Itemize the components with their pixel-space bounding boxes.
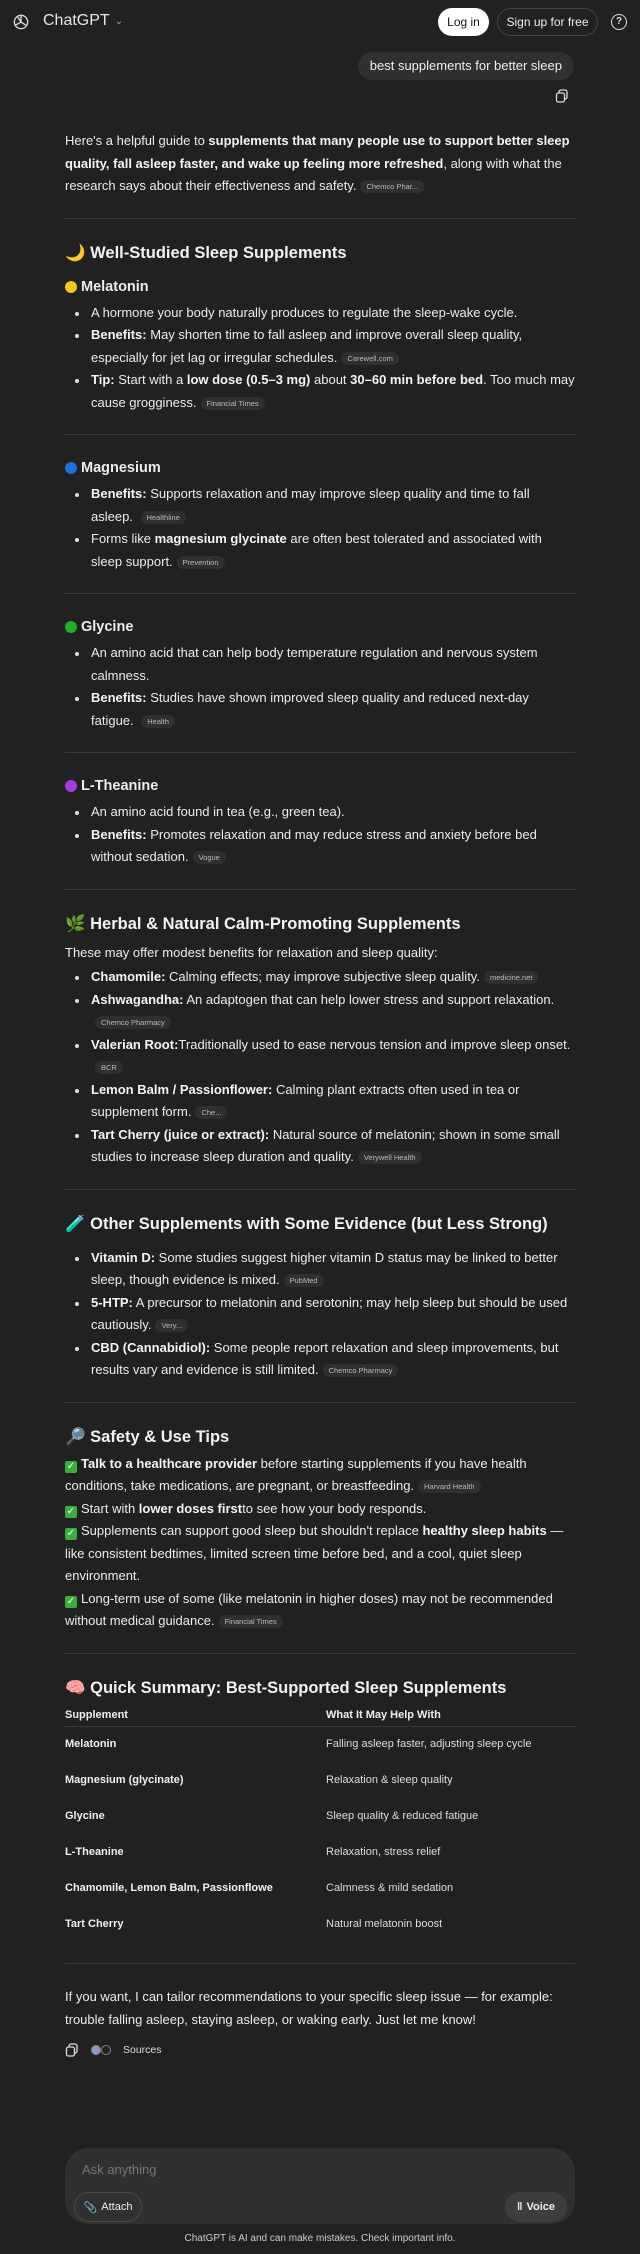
table-cell: Calmness & mild sedation (326, 1871, 575, 1907)
bullet-list (65, 483, 575, 573)
list-item (91, 824, 575, 869)
list-item (91, 1079, 575, 1124)
citation-chip[interactable]: Financial Times (201, 397, 265, 410)
list-item (91, 369, 575, 414)
list-item (91, 687, 575, 732)
divider (65, 752, 575, 753)
table-row (65, 1799, 575, 1835)
list-item (91, 1292, 575, 1337)
citation-chip[interactable]: Very... (155, 1319, 188, 1332)
list-item (91, 1124, 575, 1169)
text: These may offer modest benefits for relaxation and sleep quality: (65, 944, 438, 960)
copy-icon[interactable] (555, 89, 569, 103)
bold-text: magnesium glycinate (154, 531, 287, 546)
table-row (65, 1727, 575, 1763)
list-item (91, 302, 575, 325)
text: — like consistent bedtimes, limited screen time before bed, and a cool, quiet sleep environment. (65, 1523, 564, 1583)
bullet-list (65, 642, 575, 732)
citation-chip[interactable]: Che... (195, 1106, 227, 1119)
colored-circle-icon (65, 281, 77, 293)
section-emoji-icon: 🔎 (65, 1427, 86, 1446)
bold-text: Benefits: (91, 327, 147, 342)
divider (65, 434, 575, 435)
text: Start with (81, 1500, 139, 1516)
bold-text: Benefits: (91, 826, 147, 842)
bold-text: Tart Cherry (juice or extract): (91, 1126, 270, 1142)
checklist (65, 1453, 575, 1633)
waveform-icon: ‖ (516, 2201, 523, 2213)
bold-text: healthy sleep habits (422, 1523, 547, 1538)
section-emoji-icon: 🧪 (65, 1214, 86, 1233)
citation-chip[interactable]: BCR (95, 1061, 123, 1074)
checkmark-icon: ✓ (66, 1528, 76, 1539)
column-header: Supplement (65, 1704, 326, 1727)
checkmark-icon: ✓ (66, 1460, 76, 1472)
text: Natural source of melatonin; shown in some small studies to increase sleep duration and quality. (91, 1126, 560, 1164)
bullet-list (65, 966, 575, 1169)
table-cell: Relaxation & sleep quality (326, 1763, 575, 1799)
table-cell: Chamomile, Lemon Balm, Passionflowe (65, 1871, 326, 1907)
divider (65, 889, 575, 890)
checkmark-icon: ✓ (66, 1505, 76, 1517)
paragraph (65, 130, 575, 198)
top-bar (0, 0, 640, 45)
list-item (91, 483, 575, 528)
citation-chip[interactable]: Prevention (177, 556, 225, 569)
bullet-list (65, 302, 575, 415)
paragraph (65, 942, 575, 965)
section-heading (65, 912, 575, 936)
list-item (91, 528, 575, 573)
checkmark-icon: ✓ (66, 1595, 76, 1607)
text: Some studies suggest higher vitamin D status may be linked to better sleep, though evidence is mixed. (91, 1249, 558, 1287)
disclaimer: ChatGPT is AI and can make mistakes. Check important info. (184, 2233, 456, 2244)
text: May shorten time to fall asleep and improve overall sleep quality, especially for jet lag or irregular schedules. (91, 327, 523, 365)
text: Some people report relaxation and sleep improvements, but results vary and evidence is still limited. (91, 1339, 559, 1377)
text: If you want, I can tailor recommendations to your specific sleep issue — for example: trouble falling asleep, staying asleep, or waking early. Just let me know! (65, 1989, 553, 2027)
section-heading (65, 1212, 575, 1236)
bold-text: Chamomile: (91, 969, 166, 984)
table-row (65, 1907, 575, 1943)
bold-text: lower doses first (138, 1500, 243, 1516)
user-message: best supplements for better sleep (358, 52, 574, 80)
divider (65, 218, 575, 219)
bold-text: Vitamin D: (91, 1249, 156, 1265)
checklist-item (65, 1453, 575, 1498)
list-item (91, 989, 575, 1034)
list-item (91, 1034, 575, 1079)
divider (65, 593, 575, 594)
attach-button[interactable] (74, 2192, 142, 2222)
divider (65, 1189, 575, 1190)
bold-text: 30–60 min before bed (350, 372, 484, 387)
checklist-item (65, 1520, 575, 1588)
text: An amino acid found in tea (e.g., green tea). (91, 804, 345, 819)
citation-chip[interactable]: Vogue (193, 851, 226, 864)
table-cell: Sleep quality & reduced fatigue (326, 1799, 575, 1835)
text: about (310, 372, 351, 387)
source-favicons-icon (91, 2045, 111, 2055)
help-icon[interactable]: ? (611, 14, 627, 30)
section-heading (65, 241, 575, 265)
divider (65, 1402, 575, 1403)
paragraph (65, 1986, 575, 2031)
assistant-response (65, 130, 575, 2061)
table-cell: Magnesium (glycinate) (65, 1763, 326, 1799)
heading-text: Magnesium (81, 460, 161, 476)
table-cell: Tart Cherry (65, 1907, 326, 1943)
colored-circle-icon (65, 621, 77, 633)
table-row (65, 1835, 575, 1871)
text: Calming plant extracts often used in tea or supplement form. (91, 1081, 520, 1119)
text: Traditionally used to ease nervous tension and improve sleep onset. (178, 1036, 571, 1052)
heading-text: Quick Summary: Best-Supported Sleep Supplements (90, 1678, 507, 1697)
subsection-heading (65, 775, 575, 797)
section-emoji-icon: 🌙 (65, 243, 86, 262)
bold-text: Benefits: (91, 690, 147, 705)
heading-text: Well-Studied Sleep Supplements (90, 243, 347, 262)
bold-text: supplements that many people use to support better sleep quality, fall asleep faster, and wake up feeling more refreshed (65, 133, 570, 171)
table-cell: Glycine (65, 1799, 326, 1835)
divider (65, 1653, 575, 1654)
text: Supplements can support good sleep but shouldn't replace (81, 1523, 423, 1538)
citation-chip[interactable]: Health (141, 715, 175, 728)
table-cell: Falling asleep faster, adjusting sleep cycle (326, 1727, 575, 1763)
citation-chip[interactable]: medicine.net (484, 971, 539, 984)
text: Start with a (114, 372, 187, 387)
bold-text: Tip: (91, 372, 115, 387)
bold-text: Valerian Root: (91, 1036, 179, 1052)
table-row (65, 1871, 575, 1907)
citation-chip[interactable]: Chemco Pharmacy (323, 1364, 399, 1377)
brand-name: ChatGPT (43, 12, 110, 29)
bullet-list (65, 801, 575, 869)
bold-text: Benefits: (91, 486, 147, 501)
citation-chip[interactable]: PubMed (284, 1274, 324, 1287)
login-button[interactable]: Log in (438, 8, 489, 36)
text: A precursor to melatonin and serotonin; may help sleep but should be used cautiously. (91, 1294, 568, 1332)
citation-chip[interactable]: Verywell Health (358, 1151, 422, 1164)
text: Here's a helpful guide to (65, 133, 209, 148)
checklist-item (65, 1498, 575, 1521)
heading-text: Other Supplements with Some Evidence (but Less Strong) (90, 1214, 548, 1233)
list-item (91, 1247, 575, 1292)
table-cell: Melatonin (65, 1727, 326, 1763)
table-cell: Relaxation, stress relief (326, 1835, 575, 1871)
bold-text: CBD (Cannabidiol): (91, 1339, 211, 1355)
copy-icon[interactable] (65, 2043, 79, 2057)
text: to see how your body responds. (242, 1500, 427, 1516)
divider (65, 1963, 575, 1964)
subsection-heading (65, 276, 575, 298)
section-heading (65, 1676, 575, 1700)
list-item (91, 642, 575, 687)
citation-chip[interactable]: Financial Times (219, 1615, 283, 1628)
text: An amino acid that can help body temperature regulation and nervous system calmness. (91, 645, 538, 683)
openai-logo-icon[interactable] (11, 12, 31, 32)
table-cell: L-Theanine (65, 1835, 326, 1871)
table-cell: Natural melatonin boost (326, 1907, 575, 1943)
message-input[interactable] (82, 2162, 382, 2177)
model-selector[interactable] (43, 12, 123, 30)
heading-text: L-Theanine (81, 778, 159, 794)
text: Supports relaxation and may improve sleep quality and time to fall asleep. (91, 486, 530, 524)
citation-chip[interactable]: Chemco Pharmacy (95, 1016, 171, 1029)
list-item (91, 324, 575, 369)
colored-circle-icon (65, 780, 77, 792)
list-item (91, 801, 575, 824)
heading-text: Melatonin (81, 278, 149, 295)
response-actions (65, 2039, 575, 2061)
list-item (91, 1337, 575, 1382)
text: Forms like (91, 531, 155, 546)
bold-text: low dose (0.5–3 mg) (186, 372, 311, 387)
heading-text: Safety & Use Tips (90, 1427, 230, 1446)
section-emoji-icon: 🌿 (65, 914, 86, 933)
bold-text: 5-HTP: (91, 1294, 133, 1310)
text: Promotes relaxation and may reduce stress and anxiety before bed without sedation. (91, 826, 537, 864)
attach-label: Attach (101, 2201, 133, 2213)
bold-text: Ashwagandha: (91, 991, 184, 1007)
subsection-heading (65, 457, 575, 479)
text: . Too much may cause grogginess. (91, 372, 575, 410)
citation-chip[interactable]: Chemco Phar... (360, 180, 424, 193)
list-item (91, 966, 575, 989)
section-emoji-icon: 🧠 (65, 1678, 86, 1697)
text: An adaptogen that can help lower stress and support relaxation. (183, 991, 555, 1007)
paperclip-icon: 📎 (83, 2201, 98, 2214)
signup-button[interactable]: Sign up for free (497, 8, 598, 36)
colored-circle-icon (65, 462, 77, 474)
summary-table (65, 1704, 575, 1944)
text: Calming effects; may improve subjective sleep quality. (165, 969, 480, 984)
composer (65, 2148, 575, 2224)
heading-text: Glycine (81, 619, 134, 635)
text: A hormone your body naturally produces to regulate the sleep-wake cycle. (91, 304, 518, 320)
text: , along with what the research says about their effectiveness and safety. (65, 155, 562, 193)
text: Studies have shown improved sleep quality and reduced next-day fatigue. (91, 690, 529, 728)
sources-button[interactable]: Sources (123, 2043, 162, 2056)
citation-chip[interactable]: Healthline (141, 511, 186, 524)
bold-text: Lemon Balm / Passionflower: (91, 1081, 273, 1097)
citation-chip[interactable]: Harvard Health (418, 1480, 480, 1493)
text: before starting supplements if you have health conditions, take medications, are pregnant, or breastfeeding. (65, 1455, 527, 1493)
section-heading (65, 1425, 575, 1449)
bold-text: Talk to a healthcare provider (81, 1455, 258, 1471)
text: are often best tolerated and associated with sleep support. (91, 531, 542, 569)
table-header-row (65, 1704, 575, 1727)
subsection-heading (65, 616, 575, 638)
citation-chip[interactable]: Carewell.com (341, 352, 398, 365)
table-row (65, 1763, 575, 1799)
heading-text: Herbal & Natural Calm-Promoting Supplements (90, 914, 461, 933)
voice-label: Voice (526, 2201, 555, 2213)
column-header: What It May Help With (326, 1704, 575, 1727)
checklist-item (65, 1588, 575, 1633)
chevron-down-icon: ⌄ (114, 15, 124, 27)
bullet-list (65, 1247, 575, 1382)
text: Long-term use of some (like melatonin in higher doses) may not be recommended without medical guidance. (65, 1590, 553, 1628)
voice-button[interactable] (505, 2192, 567, 2222)
